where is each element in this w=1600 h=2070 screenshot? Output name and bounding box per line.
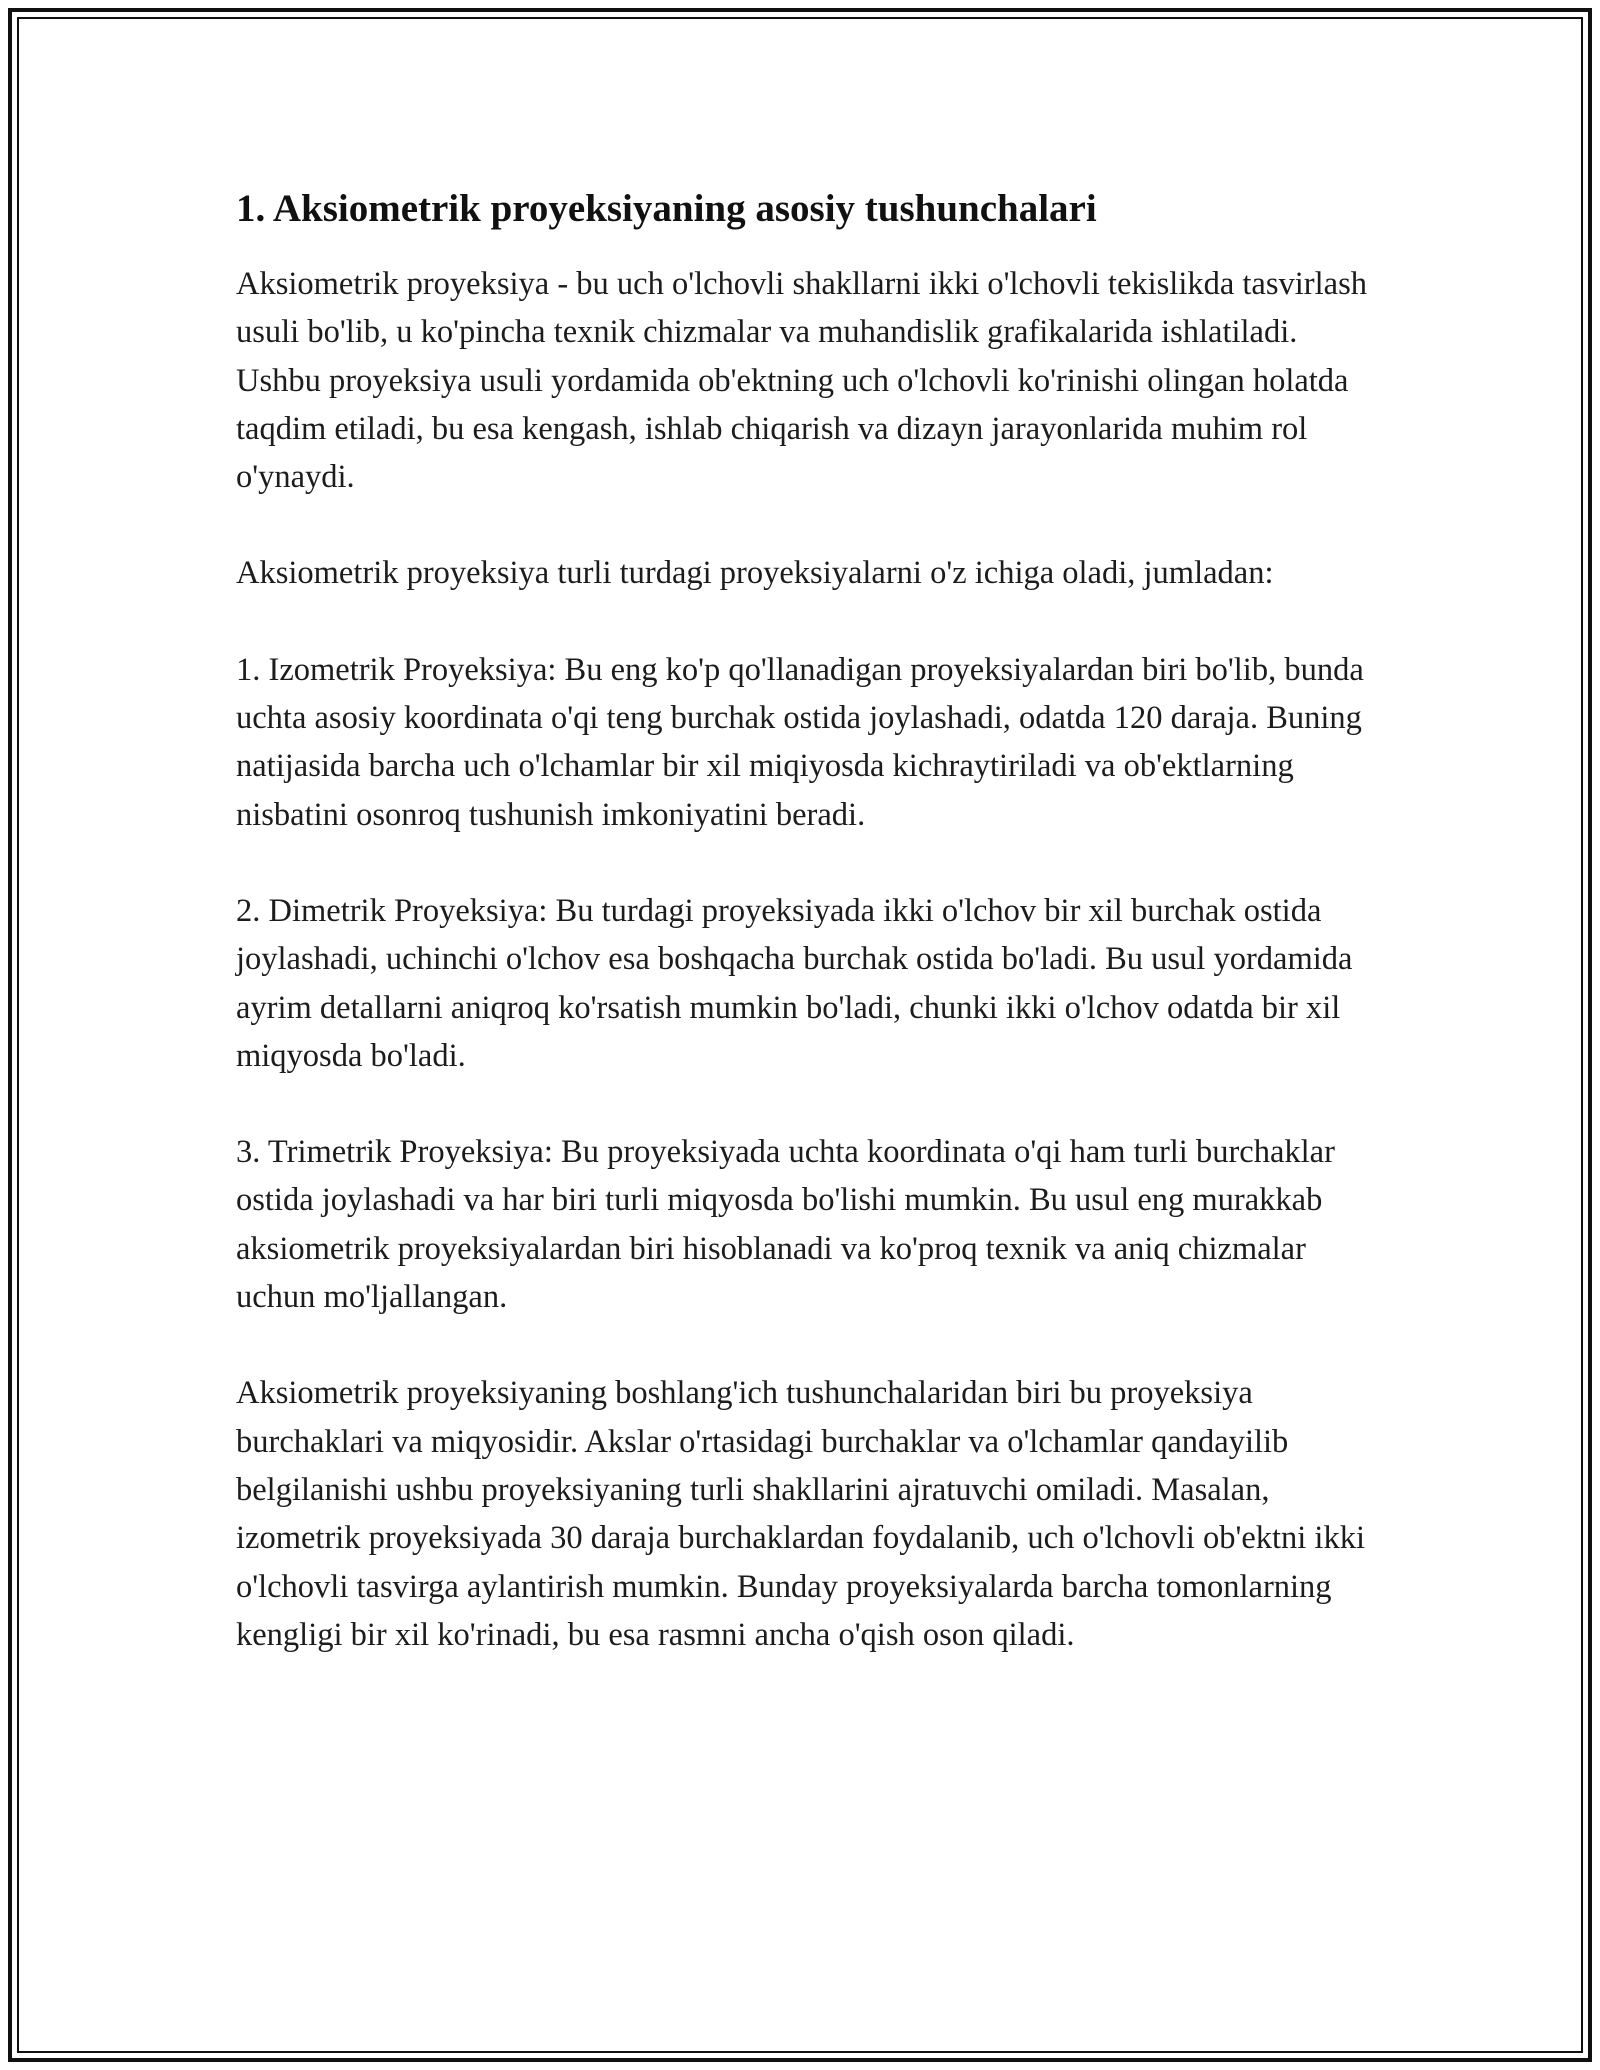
paragraph-isometric: 1. Izometrik Proyeksiya: Bu eng ko'p qo'llanadigan proyeksiyalardan biri bo'lib, bunda uchta asosiy koordinata o'qi teng burchak ostida joylashadi, odatda 120 daraja. Buning natijasida barcha uch o'lchamlar bir xil miqiyosda kichraytiriladi va ob'ektlarning nisbatini osonroq tushunish imkoniyatini beradi. xyxy=(236,651,1364,833)
paragraph-trimetric: 3. Trimetrik Proyeksiya: Bu proyeksiyada uchta koordinata o'qi ham turli burchaklar ostida joylashadi va har biri turli miqyosda bo'lishi mumkin. Bu usul eng murakkab aksiometrik proyeksiyalardan biri hisoblanadi va ko'proq texnik va aniq chizmalar uchun mo'ljallangan. xyxy=(236,1134,1335,1316)
paragraph-intro: Aksiometrik proyeksiya - bu uch o'lchovli shakllarni ikki o'lchovli tekislikda tasvirlash usuli bo'lib, u ko'pincha texnik chizmalar va muhandislik grafikalarida ishlatiladi. Ushbu proyeksiya usuli yordamida ob'ektning uch o'lchovli ko'rinishi olingan holatda taqdim etiladi, bu esa kengash, ishlab chiqarish va dizayn jarayonlarida muhim rol o'ynaydi. xyxy=(236,266,1367,496)
paragraph-dimetric: 2. Dimetrik Proyeksiya: Bu turdagi proyeksiyada ikki o'lchov bir xil burchak ostida joylashadi, uchinchi o'lchov esa boshqacha burchak ostida bo'ladi. Bu usul yordamida ayrim detallarni aniqroq ko'rsatish mumkin bo'ladi, chunki ikki o'lchov odatda bir xil miqyosda bo'ladi. xyxy=(236,892,1353,1074)
paragraph-types-lead: Aksiometrik proyeksiya turli turdagi proyeksiyalarni o'z ichiga oladi, jumladan: xyxy=(236,555,1274,592)
page-title: 1. Aksiometrik proyeksiyaning asosiy tushunchalari xyxy=(236,187,1097,230)
document-body xyxy=(236,186,1376,1707)
paragraph-angles-scale: Aksiometrik proyeksiyaning boshlang'ich tushunchalaridan biri bu proyeksiya burchaklari va miqyosidir. Akslar o'rtasidagi burchaklar va o'lchamlar qandayilib belgilanishi ushbu proyeksiyaning turli shakllarini ajratuvchi omiladi. Masalan, izometrik proyeksiyada 30 daraja burchaklardan foydalanib, uch o'lchovli ob'ektni ikki o'lchovli tasvirga aylantirish mumkin. Bunday proyeksiyalarda barcha tomonlarning kengligi bir xil ko'rinadi, bu esa rasmni ancha o'qish oson qiladi. xyxy=(236,1375,1365,1653)
